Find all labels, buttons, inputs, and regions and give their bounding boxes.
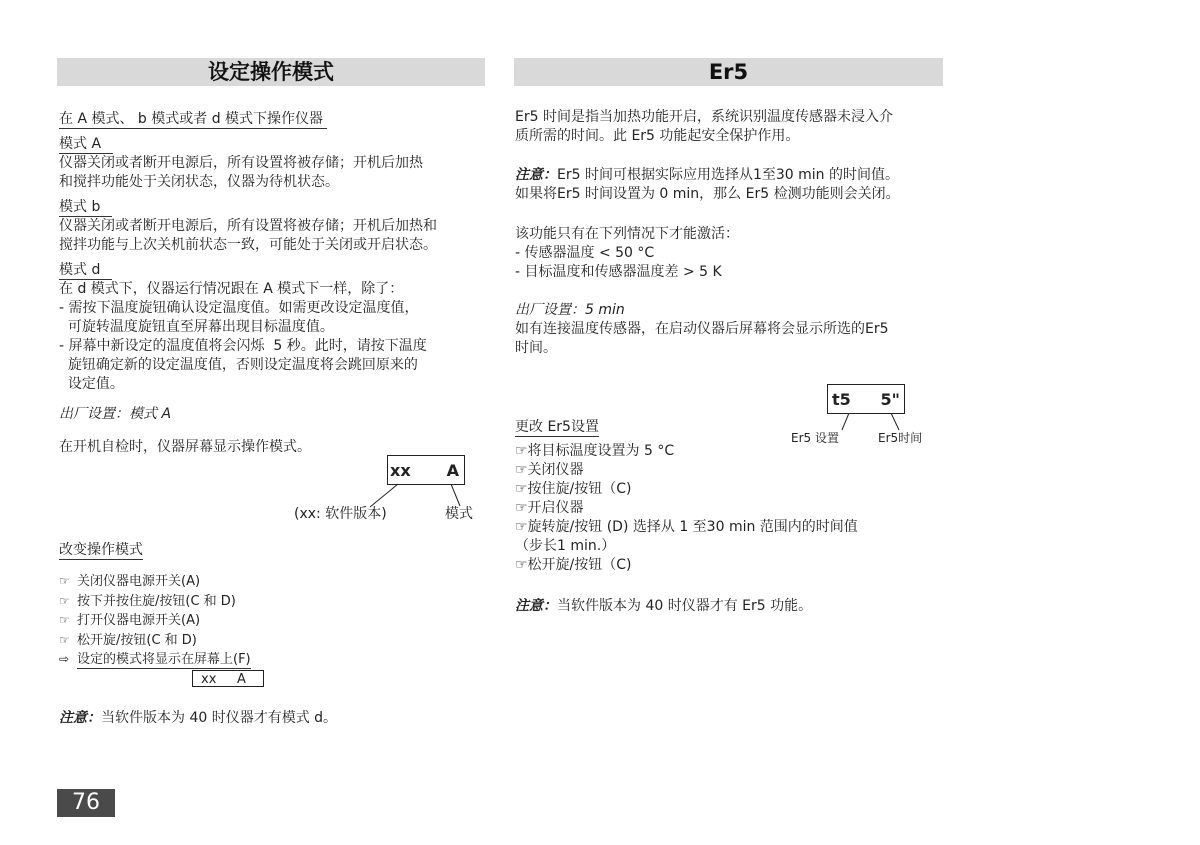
left-self-test: 在开机自检时，仪器屏幕显示操作模式。 bbox=[59, 439, 311, 455]
er5-display-info-line: 如有连接温度传感器，在启动仪器后屏幕将会显示所选的Er5 bbox=[515, 321, 889, 337]
mode-d-title: 模式 d bbox=[59, 262, 112, 280]
hand-pointer-icon: ☞ bbox=[59, 593, 70, 608]
er5-display-time: 5" bbox=[880, 390, 900, 409]
er5-intro bbox=[515, 108, 893, 146]
er5-conditions bbox=[515, 225, 739, 282]
mode-a-line: 和搅拌功能处于关闭状态，仪器为待机状态。 bbox=[59, 174, 339, 190]
left-section-header: 设定操作模式 bbox=[57, 58, 485, 86]
mode-b-title: 模式 b bbox=[59, 199, 112, 217]
left-note-label: 注意： bbox=[59, 710, 101, 726]
display-version: xx bbox=[390, 461, 411, 480]
er5-note2-text: 当软件版本为 40 时仪器才有 Er5 功能。 bbox=[557, 598, 813, 614]
mode-a-title: 模式 A bbox=[59, 136, 113, 154]
er5-note1-text: Er5 时间可根据实际应用选择从1至30 min 的时间值。 bbox=[557, 167, 899, 183]
display-label-mode: 模式 bbox=[445, 506, 473, 522]
left-note-text: 当软件版本为 40 时仪器才有模式 d。 bbox=[101, 710, 338, 726]
er5-note1-line2: 如果将Er5 时间设置为 0 min，那么 Er5 检测功能则会关闭。 bbox=[515, 186, 900, 202]
small-mode-display: xx A bbox=[192, 670, 264, 687]
mode-a-line: 仪器关闭或者断开电源后，所有设置将被存储；开机后加热 bbox=[59, 155, 423, 171]
er5-display-setting: t5 bbox=[832, 390, 851, 409]
step-text: 设定的模式将显示在屏幕上(F) bbox=[77, 652, 251, 667]
er5-step: ☞按住旋/按钮（C) bbox=[515, 481, 632, 497]
step-item bbox=[59, 592, 251, 612]
display-label-version: (xx: 软件版本) bbox=[294, 506, 387, 522]
mode-d-bullet: 设定值。 bbox=[59, 376, 124, 392]
er5-intro-line: Er5 时间是指当加热功能开启，系统识别温度传感器未浸入介 bbox=[515, 109, 893, 125]
er5-intro-line: 质所需的时间。此 Er5 功能起安全保护作用。 bbox=[515, 128, 800, 144]
step-item bbox=[59, 631, 251, 651]
hand-pointer-icon: ☞ bbox=[59, 613, 70, 627]
arrow-right-icon: ⇨ bbox=[59, 652, 70, 666]
step-text: 按下并按住旋/按钮(C 和 D) bbox=[77, 593, 236, 609]
er5-factory-setting: 出厂设置：5 min bbox=[515, 302, 625, 318]
mode-d-bullet: 旋钮确定新的设定温度值，否则设定温度将会跳回原来的 bbox=[59, 357, 418, 373]
left-factory-setting: 出厂设置：模式 A bbox=[59, 406, 172, 422]
er5-condition: - 传感器温度 < 50 °C bbox=[515, 245, 655, 261]
mode-b-line: 搅拌功能与上次关机前状态一致，可能处于关闭或开启状态。 bbox=[59, 237, 437, 253]
mode-d-bullet: - 需按下温度旋钮确认设定温度值。如需更改设定温度值， bbox=[59, 300, 419, 316]
er5-steps bbox=[515, 442, 858, 575]
er5-note1-label: 注意： bbox=[515, 167, 557, 183]
er5-step: （步长1 min.） bbox=[515, 538, 616, 554]
er5-condition: - 目标温度和传感器温度差 > 5 K bbox=[515, 264, 722, 280]
er5-display-info-line: 时间。 bbox=[515, 340, 557, 356]
er5-note2 bbox=[515, 597, 812, 616]
er5-change-title-wrap bbox=[515, 418, 599, 437]
er5-step: ☞将目标温度设置为 5 °C bbox=[515, 443, 675, 459]
step-item bbox=[59, 611, 251, 631]
er5-change-title: 更改 Er5设置 bbox=[515, 419, 599, 435]
er5-step: ☞开启仪器 bbox=[515, 500, 584, 516]
mode-d-intro: 在 d 模式下，仪器运行情况跟在 A 模式下一样，除了： bbox=[59, 281, 404, 297]
mode-d-bullet: 可旋转温度旋钮直至屏幕出现目标温度值。 bbox=[59, 319, 334, 335]
er5-display-label-setting: Er5 设置 bbox=[791, 431, 839, 445]
er5-display bbox=[827, 384, 905, 414]
change-mode-title: 改变操作模式 bbox=[59, 542, 143, 558]
display-mode: A bbox=[446, 461, 459, 480]
change-mode-steps bbox=[59, 572, 251, 670]
er5-display-label-time: Er5时间 bbox=[878, 431, 923, 445]
left-note bbox=[59, 709, 337, 728]
step-text: 松开旋/按钮(C 和 D) bbox=[77, 632, 197, 648]
mode-d-bullet: - 屏幕中新设定的温度值将会闪烁 5 秒。此时，请按下温度 bbox=[59, 338, 427, 354]
mode-b-line: 仪器关闭或者断开电源后，所有设置将被存储；开机后加热和 bbox=[59, 218, 437, 234]
er5-note2-label: 注意： bbox=[515, 598, 557, 614]
er5-step: ☞旋转旋/按钮 (D) 选择从 1 至30 min 范围内的时间值 bbox=[515, 519, 858, 535]
step-text: 打开仪器电源开关(A) bbox=[77, 613, 201, 628]
right-section-header: Er5 bbox=[514, 58, 943, 86]
step-item bbox=[59, 572, 251, 592]
er5-active-title: 该功能只有在下列情况下才能激活： bbox=[515, 226, 739, 242]
page-number: 76 bbox=[57, 789, 115, 817]
er5-note1 bbox=[515, 166, 900, 204]
step-text: 关闭仪器电源开关(A) bbox=[77, 574, 201, 589]
hand-pointer-icon: ☞ bbox=[59, 632, 70, 647]
change-mode-title-wrap bbox=[59, 541, 143, 560]
er5-step: ☞关闭仪器 bbox=[515, 462, 584, 478]
hand-pointer-icon: ☞ bbox=[59, 574, 70, 588]
left-intro-text: 在 A 模式、 b 模式或者 d 模式下操作仪器 bbox=[59, 111, 327, 129]
er5-step: ☞松开旋/按钮（C) bbox=[515, 557, 632, 573]
er5-display-info bbox=[515, 320, 889, 358]
step-item bbox=[59, 650, 251, 670]
